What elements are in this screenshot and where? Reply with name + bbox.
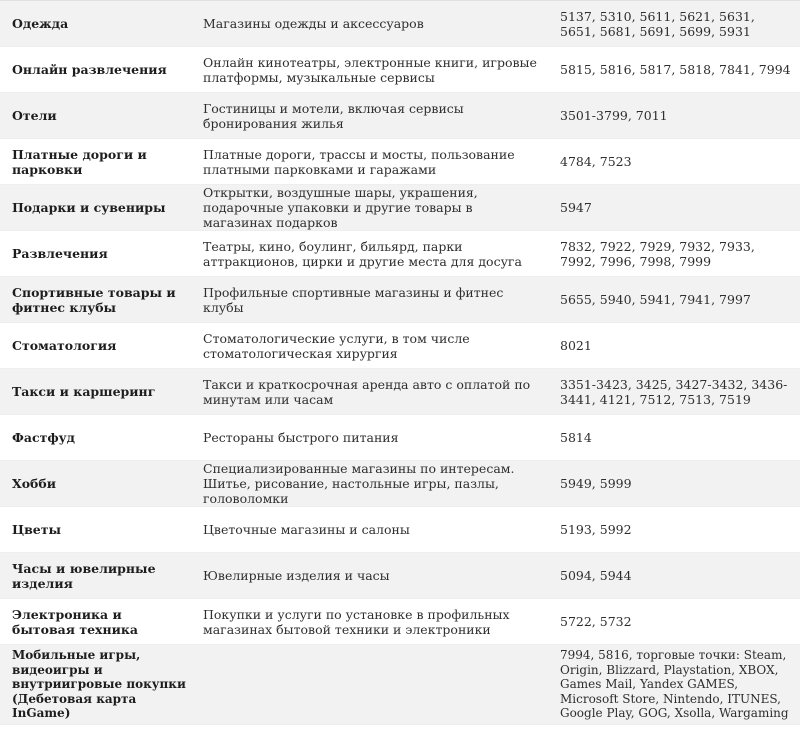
mcc-codes-cell: 5949, 5999	[552, 461, 800, 507]
mcc-codes-cell: 3501-3799, 7011	[552, 93, 800, 139]
category-cell: Фастфуд	[0, 415, 195, 461]
description-cell: Онлайн кинотеатры, электронные книги, игровые платформы, музыкальные сервисы	[195, 47, 552, 93]
description-cell: Ювелирные изделия и часы	[195, 553, 552, 599]
description-cell: Платные дороги, трассы и мосты, пользование платными парковками и гаражами	[195, 139, 552, 185]
mcc-codes-cell: 5655, 5940, 5941, 7941, 7997	[552, 277, 800, 323]
category-cell: Подарки и сувениры	[0, 185, 195, 231]
mcc-codes-cell: 5815, 5816, 5817, 5818, 7841, 7994	[552, 47, 800, 93]
mcc-codes-cell: 5722, 5732	[552, 599, 800, 645]
description-cell: Такси и краткосрочная аренда авто с оплатой по минутам или часам	[195, 369, 552, 415]
category-cell: Развлечения	[0, 231, 195, 277]
mcc-codes-cell: 5947	[552, 185, 800, 231]
mcc-codes-cell: 8021	[552, 323, 800, 369]
description-cell	[195, 645, 552, 725]
category-cell: Электроника и бытовая техника	[0, 599, 195, 645]
description-cell: Открытки, воздушные шары, украшения, подарочные упаковки и другие товары в магазинах подарков	[195, 185, 552, 231]
description-cell: Гостиницы и мотели, включая сервисы бронирования жилья	[195, 93, 552, 139]
mcc-codes-cell: 3351-3423, 3425, 3427-3432, 3436-3441, 4121, 7512, 7513, 7519	[552, 369, 800, 415]
category-cell: Одежда	[0, 1, 195, 47]
mcc-codes-cell: 5094, 5944	[552, 553, 800, 599]
mcc-codes-cell: 5814	[552, 415, 800, 461]
category-cell: Платные дороги и парковки	[0, 139, 195, 185]
mcc-codes-cell: 5137, 5310, 5611, 5621, 5631, 5651, 5681, 5691, 5699, 5931	[552, 1, 800, 47]
mcc-codes-cell: 5193, 5992	[552, 507, 800, 553]
description-cell: Театры, кино, боулинг, бильярд, парки аттракционов, цирки и другие места для досуга	[195, 231, 552, 277]
mcc-codes-cell: 7832, 7922, 7929, 7932, 7933, 7992, 7996, 7998, 7999	[552, 231, 800, 277]
category-cell: Стоматология	[0, 323, 195, 369]
description-cell: Магазины одежды и аксессуаров	[195, 1, 552, 47]
category-cell: Хобби	[0, 461, 195, 507]
category-cell: Отели	[0, 93, 195, 139]
description-cell: Стоматологические услуги, в том числе стоматологическая хирургия	[195, 323, 552, 369]
category-cell: Спортивные товары и фитнес клубы	[0, 277, 195, 323]
description-cell: Специализированные магазины по интересам. Шитье, рисование, настольные игры, пазлы, головоломки	[195, 461, 552, 507]
category-cell: Онлайн развлечения	[0, 47, 195, 93]
category-cell: Часы и ювелирные изделия	[0, 553, 195, 599]
category-cell: Цветы	[0, 507, 195, 553]
category-cell: Мобильные игры, видеоигры и внутриигровые покупки (Дебетовая карта InGame)	[0, 645, 195, 725]
description-cell: Цветочные магазины и салоны	[195, 507, 552, 553]
description-cell: Рестораны быстрого питания	[195, 415, 552, 461]
category-cell: Такси и каршеринг	[0, 369, 195, 415]
description-cell: Покупки и услуги по установке в профильных магазинах бытовой техники и электроники	[195, 599, 552, 645]
mcc-codes-cell: 7994, 5816, торговые точки: Steam, Origin, Blizzard, Playstation, XBOX, Games Mail, Yandex GAMES, Microsoft Store, Nintendo, ITUNES, Google Play, GOG, Xsolla, Wargaming	[552, 645, 800, 725]
description-cell: Профильные спортивные магазины и фитнес клубы	[195, 277, 552, 323]
mcc-codes-cell: 4784, 7523	[552, 139, 800, 185]
